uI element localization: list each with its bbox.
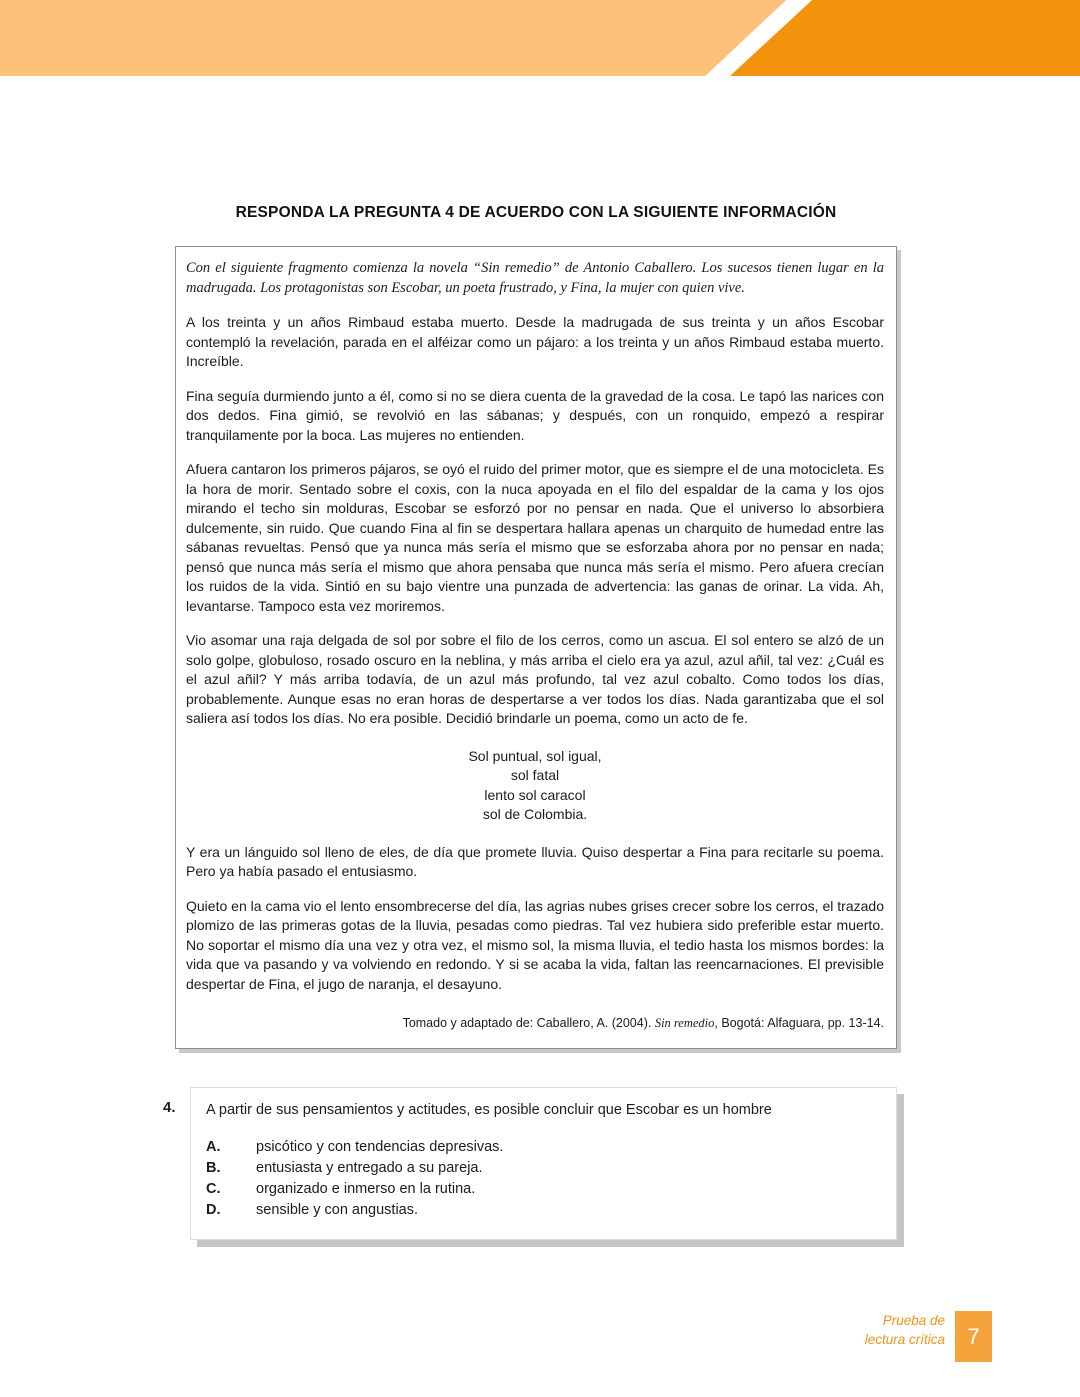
passage-box: [175, 246, 897, 1049]
passage-paragraph: Afuera cantaron los primeros pájaros, se oyó el ruido del primer motor, que es siempre el de una motocicleta. Es la hora de morir. Sentado sobre el coxis, con la nuca apoyada en el filo del espaldar de la cama y los ojos mirando el techo sin molduras, Escobar se esforzó por no pensar en nada. Que el universo lo absorbiera dulcemente, sin ruido. Que cuando Fina al fin se despertara hallara apenas un charquito de humedad entre las sábanas revueltas. Pensó que ya nunca más sería el mismo que se esforzaba ahora por no pensar en nada; pensó que nunca más sería el mismo que ahora pensaba que nunca más sería el mismo. Pero afuera crecían los ruidos de la vida. Sintió en su bajo vientre una punzada de advertencia: las ganas de orinar. La vida. Ah, levantarse. Tampoco esta vez moriremos.: [186, 461, 884, 614]
option-text: organizado e inmerso en la rutina.: [256, 1180, 476, 1197]
option-text: psicótico y con tendencias depresivas.: [256, 1138, 504, 1155]
passage-paragraph: Fina seguía durmiendo junto a él, como si no se diera cuenta de la gravedad de la cosa. Le tapó las narices con dos dedos. Fina gimió, se revolvió en las sábanas; y después, con un ronquido, empezó a respirar tranquilamente por la boca. Las mujeres no entienden.: [186, 387, 884, 443]
option-text: sensible y con angustias.: [256, 1201, 419, 1218]
option-d: [206, 1200, 876, 1221]
poem-line: lento sol caracol: [484, 786, 586, 803]
question-number: 4.: [163, 1098, 176, 1116]
passage-paragraph: A los treinta y un años Rimbaud estaba muerto. Desde la madrugada de sus treinta y un años Escobar contempló la revelación, parada en el alféizar como un pájaro: a los treinta y un años Rimbaud estaba muerto. Increíble.: [186, 314, 884, 369]
option-letter: A.: [206, 1138, 221, 1155]
attribution-book-title: Sin remedio: [654, 1016, 715, 1030]
page-number-tab: [955, 1311, 992, 1362]
option-c: [206, 1179, 876, 1200]
passage-paragraph: Y era un lánguido sol lleno de eles, de día que promete lluvia. Quiso despertar a Fina para recitarle su poema. Pero ya había pasado el entusiasmo.: [186, 843, 884, 879]
test-name-line1: Prueba de: [882, 1313, 945, 1329]
instruction-title: RESPONDA LA PREGUNTA 4 DE ACUERDO CON LA SIGUIENTE INFORMACIÓN: [235, 204, 837, 221]
question-box: [190, 1087, 897, 1240]
answer-options: [206, 1137, 876, 1221]
option-letter: C.: [206, 1180, 221, 1197]
attribution-suffix: , Bogotá: Alfaguara, pp. 13-14.: [714, 1016, 884, 1030]
poem-line: Sol puntual, sol igual,: [468, 747, 602, 764]
option-letter: B.: [206, 1159, 221, 1176]
test-name-line2: lectura crítica: [864, 1332, 945, 1348]
test-name-label: [865, 1312, 945, 1350]
passage-paragraph: Quieto en la cama vio el lento ensombrecerse del día, las agrias nubes grises crecer sobre los cerros, el trazado plomizo de las primeras gotas de la lluvia, pesadas como piedras. Tal vez hubiera sido preferible estar muerto. No soportar el mismo día una vez y otra vez, el mismo sol, la misma lluvia, el tedio hasta los mismos bordes: la vida que va pasando y va volviendo en redondo. Y si se acaba la vida, faltan las reencarnaciones. El previsible despertar de Fina, el jugo de naranja, el desayuno.: [186, 897, 884, 992]
option-letter: D.: [206, 1201, 221, 1218]
question-text: A partir de sus pensamientos y actitudes, es posible concluir que Escobar es un hombre: [206, 1101, 772, 1118]
poem: [186, 747, 884, 825]
poem-line: sol de Colombia.: [482, 806, 588, 822]
poem-line: sol fatal: [510, 767, 560, 783]
attribution-prefix: Tomado y adaptado de: Caballero, A. (2004).: [402, 1016, 655, 1030]
passage-paragraph: Vio asomar una raja delgada de sol por sobre el filo de los cerros, como un ascua. El sol entero se alzó de un solo golpe, globuloso, rosado oscuro en la neblina, y más arriba el cielo era ya azul, azul añil, tal vez: ¿Cuál es el azul añil? Y más arriba todavía, de un azul más profundo, tal vez azul cobalto. Como todos los días, probablemente. Aunque esas no eran horas de despertarse a ver todos los días. Nada garantizaba que el sol saliera así todos los días. No era posible. Decidió brindarle un poema, como un acto de fe.: [186, 632, 884, 726]
passage-intro: Con el siguiente fragmento comienza la novela “Sin remedio” de Antonio Caballero. Los sucesos tienen lugar en la madrugada. Los protagonistas son Escobar, un poeta frustrado, y Fina, la mujer con quien vive.: [186, 260, 884, 296]
option-b: [206, 1158, 876, 1179]
question-4: [163, 1087, 897, 1240]
option-a: [206, 1137, 876, 1158]
source-attribution: [186, 1014, 884, 1034]
option-text: entusiasta y entregado a su pareja.: [256, 1159, 483, 1176]
page-number: 7: [967, 1323, 980, 1349]
